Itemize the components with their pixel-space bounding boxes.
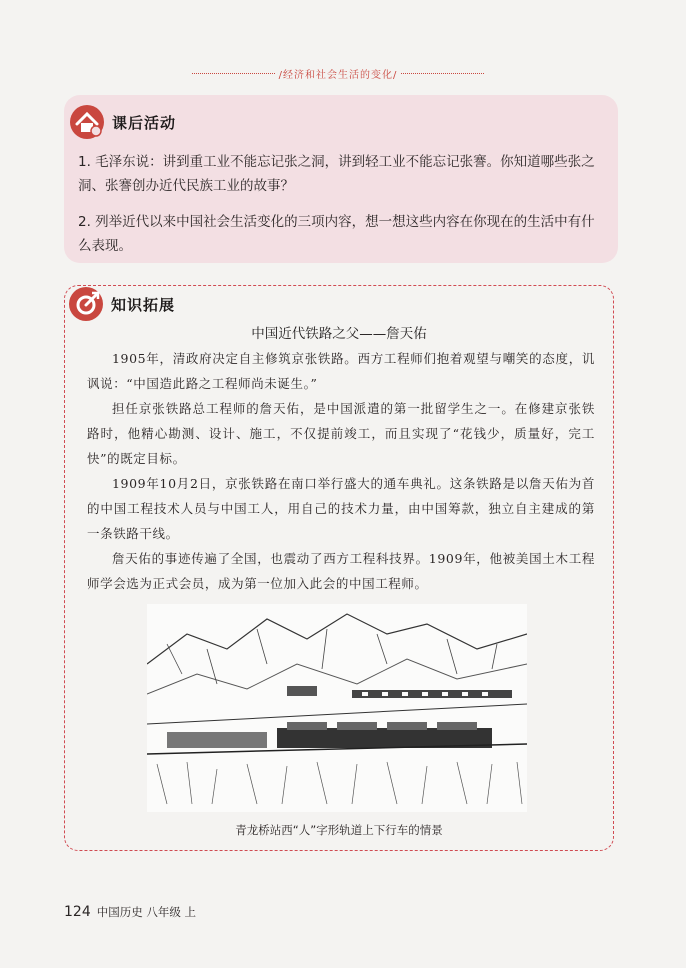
page-footer <box>64 904 196 920</box>
paragraph-1: 1905年，清政府决定自主修筑京张铁路。西方工程师们抱着观望与嘲笑的态度，讥讽说：“中国造此路之工程师尚未诞生。” <box>87 351 595 391</box>
railway-illustration <box>147 604 527 812</box>
article-title: 中国近代铁路之父——詹天佑 <box>251 326 427 342</box>
question-2: 2. 列举近代以来中国社会生活变化的三项内容，想一想这些内容在你现在的生活中有什么表现。 <box>78 214 595 254</box>
paragraph-2: 担任京张铁路总工程师的詹天佑，是中国派遣的第一批留学生之一。在修建京张铁路时，他精心勘测、设计、施工，不仅提前竣工，而且实现了“花钱少，质量好，完工快”的既定目标。 <box>87 401 595 466</box>
knowledge-heading <box>67 285 175 323</box>
paragraph-4: 詹天佑的事迹传遍了全国，也震动了西方工程科技界。1909年，他被美国土木工程师学会选为正式会员，成为第一位加入此会的中国工程师。 <box>87 551 595 591</box>
railway-sketch <box>147 604 527 812</box>
activity-heading <box>68 103 176 141</box>
book-title: 中国历史 八年级 上 <box>96 905 197 919</box>
illustration-caption: 青龙桥站西“人”字形轨道上下行车的情景 <box>235 823 443 837</box>
after-class-activity-box <box>64 95 618 263</box>
running-header <box>188 66 488 80</box>
question-1: 1. 毛泽东说：讲到重工业不能忘记张之洞，讲到轻工业不能忘记张謇。你知道哪些张之洞、张謇创办近代民族工业的故事？ <box>78 154 595 194</box>
running-title: /经济和社会生活的变化/ <box>278 69 398 81</box>
knowledge-title: 知识拓展 <box>111 295 176 314</box>
activity-title: 课后活动 <box>112 113 177 132</box>
arrow-target-icon <box>67 285 105 323</box>
page-number: 124 <box>64 904 91 920</box>
paragraph-3: 1909年10月2日，京张铁路在南口举行盛大的通车典礼。这条铁路是以詹天佑为首的中国工程技术人员与中国工人，用自己的技术力量，由中国筹款，独立自主建成的第一条铁路干线。 <box>87 476 595 541</box>
house-icon <box>68 103 106 141</box>
knowledge-extension-box <box>64 285 614 851</box>
article-body <box>87 346 595 596</box>
